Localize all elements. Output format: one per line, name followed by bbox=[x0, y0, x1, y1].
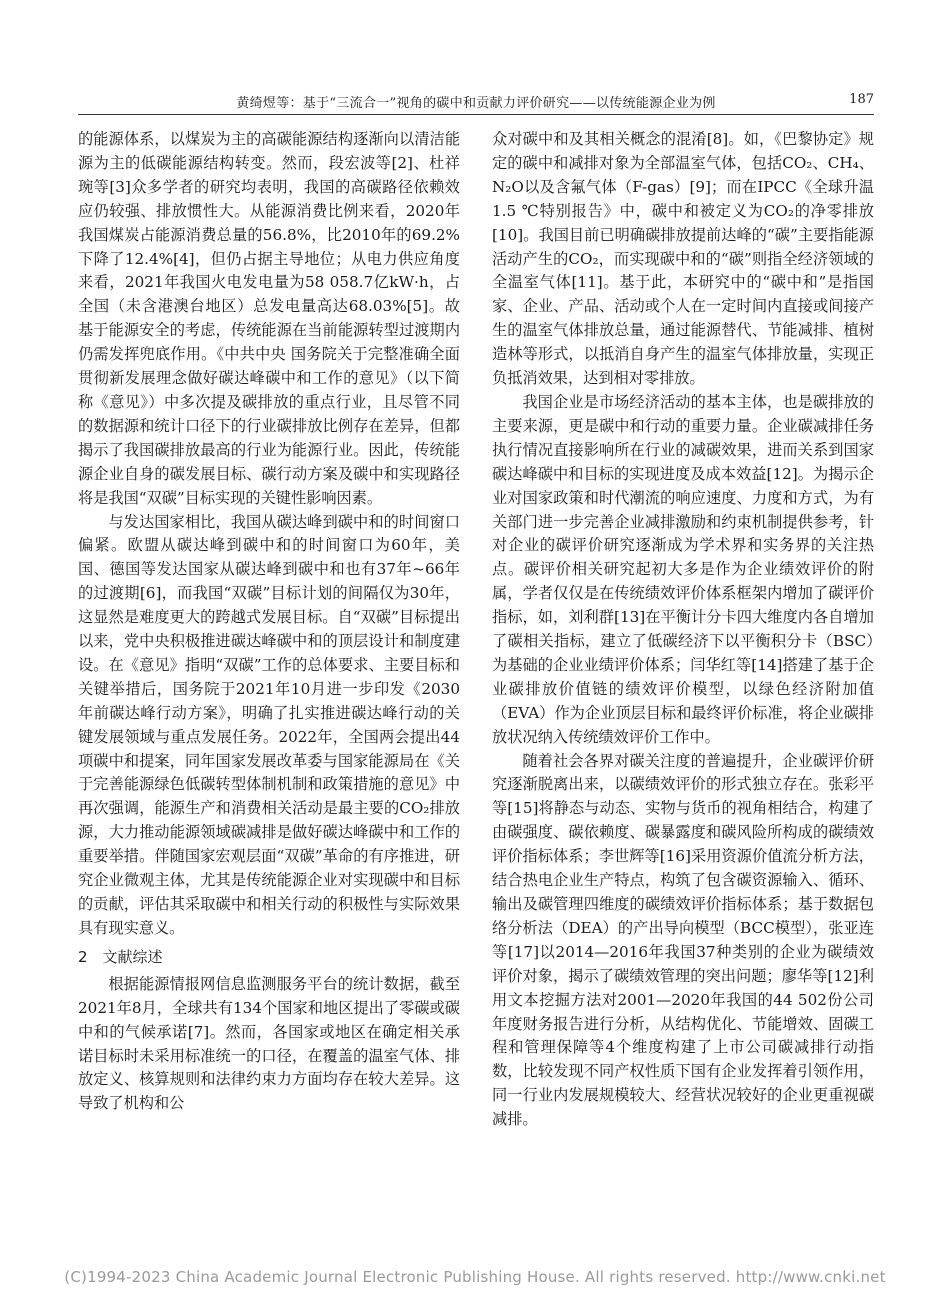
right-column bbox=[492, 128, 874, 1132]
paragraph: 根据能源情报网信息监测服务平台的统计数据，截至2021年8月，全球共有134个国家和地区提出了零碳或碳中和的气候承诺[7]。然而，各国家或地区在确定相关承诺目标时未采用标准统一的口径，在覆盖的温室气体、排放定义、核算规则和法律约束力方面均存在较大差异。这导致了机构和公 bbox=[78, 974, 460, 1113]
copyright-footer: (C)1994-2023 China Academic Journal Electronic Publishing House. All rights reserved. http://www.cnki.net bbox=[64, 1268, 886, 1286]
page-number: 187 bbox=[849, 92, 874, 107]
section-heading: 2 文献综述 bbox=[78, 947, 163, 966]
paragraph: 的能源体系，以煤炭为主的高碳能源结构逐渐向以清洁能源为主的低碳能源结构转变。然而，段宏波等[2]、杜祥琬等[3]众多学者的研究均表明，我国的高碳路径依赖效应仍较强、排放惯性大。从能源消费比例来看，2020年我国煤炭占能源消费总量的56.8%，比2010年的69.2%下降了12.4%[4]，但仍占据主导地位；从电力供应角度来看，2021年我国火电发电量为58 058.7亿kW·h，占全国（未含港澳台地区）总发电量高达68.03%[5]。故基于能源安全的考虑，传统能源在当前能源转型过渡期内仍需发挥兜底作用。《中共中央 国务院关于完整准确全面贯彻新发展理念做好碳达峰碳中和工作的意见》（以下简称《意见》）中多次提及碳排放的重点行业，且尽管不同的数据源和统计口径下的行业碳排放比例存在差异，但都揭示了我国碳排放最高的行业为能源行业。因此，传统能源企业自身的碳发展目标、碳行动方案及碳中和实现路径将是我国“双碳”目标实现的关键性影响因素。 bbox=[78, 130, 460, 507]
paragraph: 众对碳中和及其相关概念的混淆[8]。如，《巴黎协定》规定的碳中和减排对象为全部温室气体，包括CO₂、CH₄、N₂O以及含氟气体（F-gas）[9]；而在IPCC《全球升温1.5 ℃特别报告》中，碳中和被定义为CO₂的净零排放[10]。我国目前已明确碳排放提前达峰的“碳”主要指能源活动产生的CO₂，而实现碳中和的“碳”则指全经济领域的全温室气体[11]。基于此，本研究中的“碳中和”是指国家、企业、产品、活动或个人在一定时间内直接或间接产生的温室气体排放总量，通过能源替代、节能减排、植树造林等形式，以抵消自身产生的温室气体排放量，实现正负抵消效果，达到相对零排放。 bbox=[492, 130, 874, 388]
running-title: 黄绮煜等：基于“三流合一”视角的碳中和贡献力评价研究——以传统能源企业为例 bbox=[236, 96, 716, 111]
paragraph: 随着社会各界对碳关注度的普遍提升，企业碳评价研究逐渐脱离出来，以碳绩效评价的形式独立存在。张彩平等[15]将静态与动态、实物与货币的视角相结合，构建了由碳强度、碳依赖度、碳暴露度和碳风险所构成的碳绩效评价指标体系；李世辉等[16]采用资源价值流分析方法，结合热电企业生产特点，构筑了包含碳资源输入、循环、输出及碳管理四维度的碳绩效评价指标体系；基于数据包络分析法（DEA）的产出导向模型（BCC模型），张亚连等[17]以2014—2016年我国37种类别的企业为碳绩效评价对象，揭示了碳绩效管理的突出问题；廖华等[12]利用文本挖掘方法对2001—2020年我国的44 502份公司年度财务报告进行分析，从结构优化、节能增效、固碳工程和管理保障等4个维度构建了上市公司碳减排行动指数，比较发现不同产权性质下国有企业发挥着引领作用，同一行业内发展规模较大、经营状况较好的企业更重视碳减排。 bbox=[492, 751, 874, 1129]
paragraph: 我国企业是市场经济活动的基本主体，也是碳排放的主要来源，更是碳中和行动的重要力量。企业碳减排任务执行情况直接影响所在行业的减碳效果，进而关系到国家碳达峰碳中和目标的实现进度及成本效益[12]。为揭示企业对国家政策和时代潮流的响应速度、力度和方式，为有关部门进一步完善企业减排激励和约束机制提供参考，针对企业的碳评价研究逐渐成为学术界和实务界的关注热点。碳评价相关研究起初大多是作为企业绩效评价的附属，学者仅仅是在传统绩效评价体系框架内增加了碳评价指标，如，刘利群[13]在平衡计分卡四大维度内各自增加了碳相关指标，建立了低碳经济下以平衡积分卡（BSC）为基础的企业业绩评价体系；闫华红等[14]搭建了基于企业碳排放价值链的绩效评价模型，以绿色经济附加值（EVA）作为企业顶层目标和最终评价标准，将企业碳排放状况纳入传统绩效评价工作中。 bbox=[492, 392, 874, 746]
page-header bbox=[78, 92, 874, 115]
left-column bbox=[78, 128, 460, 1116]
paragraph: 与发达国家相比，我国从碳达峰到碳中和的时间窗口偏紧。欧盟从碳达峰到碳中和的时间窗口为60年，美国、德国等发达国家从碳达峰到碳中和也有37年~66年的过渡期[6]，而我国“双碳”目标计划的间隔仅为30年，这显然是难度更大的跨越式发展目标。自“双碳”目标提出以来，党中央积极推进碳达峰碳中和的顶层设计和制度建设。在《意见》指明“双碳”工作的总体要求、主要目标和关键举措后，国务院于2021年10月进一步印发《2030年前碳达峰行动方案》，明确了扎实推进碳达峰行动的关键发展领域与重点发展任务。2022年，全国两会提出44项碳中和提案，同年国家发展改革委与国家能源局在《关于完善能源绿色低碳转型体制机制和政策措施的意见》中再次强调，能源生产和消费相关活动是最主要的CO₂排放源，大力推动能源领域碳减排是做好碳达峰碳中和工作的重要举措。伴随国家宏观层面“双碳”革命的有序推进，研究企业微观主体，尤其是传统能源企业对实现碳中和目标的贡献，评估其采取碳中和相关行动的积极性与实际效果具有现实意义。 bbox=[78, 512, 460, 937]
